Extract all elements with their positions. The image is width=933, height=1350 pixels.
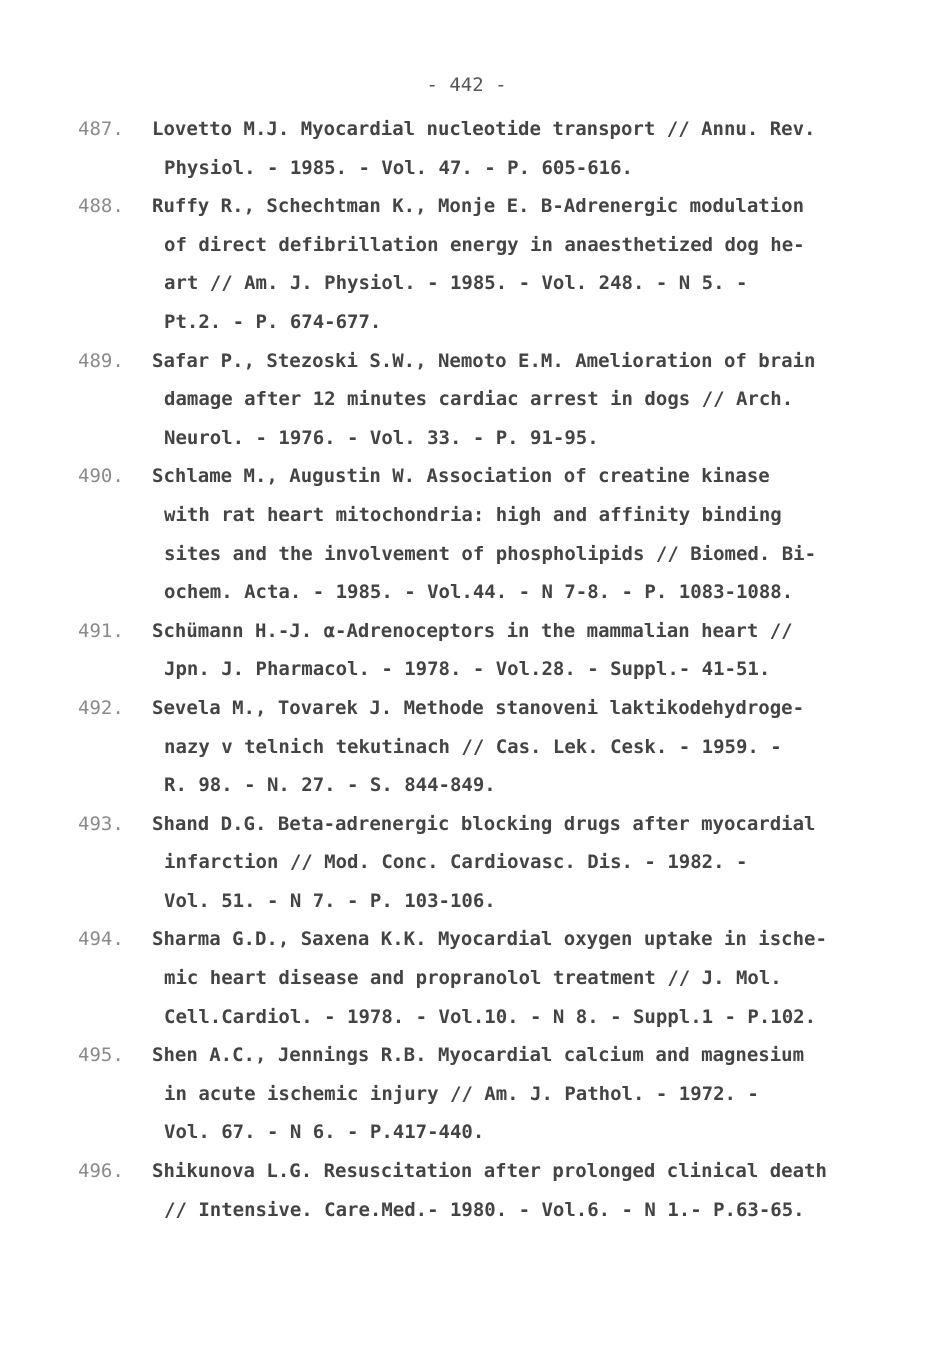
reference-text-line: of direct defibrillation energy in anaesthetized dog he-	[164, 233, 805, 256]
reference-number: 494.	[78, 928, 124, 951]
reference-item	[0, 920, 933, 1036]
reference-text-line: in acute ischemic injury // Am. J. Pathol. - 1972. -	[164, 1082, 759, 1105]
reference-item	[0, 110, 933, 187]
reference-text-line: Neurol. - 1976. - Vol. 33. - P. 91-95.	[164, 426, 599, 449]
reference-number: 490.	[78, 465, 124, 488]
reference-item	[0, 689, 933, 805]
reference-text-line: Lovetto M.J. Myocardial nucleotide transport // Annu. Rev.	[152, 118, 816, 140]
reference-text-line: Shen A.C., Jennings R.B. Myocardial calcium and magnesium	[152, 1044, 805, 1067]
reference-text-line: Schümann H.-J. α-Adrenoceptors in the mammalian heart //	[152, 619, 793, 642]
reference-text-line: // Intensive. Care.Med.- 1980. - Vol.6. - N 1.- P.63-65.	[164, 1198, 805, 1221]
reference-text-line: Shand D.G. Beta-adrenergic blocking drugs after myocardial	[152, 812, 816, 835]
reference-text-line: Physiol. - 1985. - Vol. 47. - P. 605-616.	[164, 156, 633, 179]
reference-item	[0, 342, 933, 458]
reference-text-line: damage after 12 minutes cardiac arrest in dogs // Arch.	[164, 388, 794, 411]
reference-text-line: Shikunova L.G. Resuscitation after prolonged clinical death	[152, 1160, 827, 1183]
reference-number: 493.	[78, 812, 124, 835]
reference-item	[0, 612, 933, 689]
reference-text-line: art // Am. J. Physiol. - 1985. - Vol. 248. - N 5. -	[164, 272, 748, 295]
reference-item	[0, 1152, 933, 1229]
reference-text-line: R. 98. - N. 27. - S. 844-849.	[164, 774, 496, 797]
reference-number: 491.	[78, 619, 124, 642]
reference-number: 487.	[78, 118, 124, 140]
reference-text-line: Safar P., Stezoski S.W., Nemoto E.M. Amelioration of brain	[152, 349, 816, 372]
page-number: - 442 -	[426, 74, 507, 96]
reference-text-line: Jpn. J. Pharmacol. - 1978. - Vol.28. - Suppl.- 41-51.	[164, 658, 771, 681]
reference-text-line: Schlame M., Augustin W. Association of creatine kinase	[152, 465, 770, 488]
reference-list	[0, 110, 933, 1229]
reference-text-line: Ruffy R., Schechtman K., Monje E. B-Adrenergic modulation	[152, 195, 805, 218]
reference-text-line: Sharma G.D., Saxena K.K. Myocardial oxygen uptake in ische-	[152, 928, 827, 951]
reference-text-line: mic heart disease and propranolol treatment // J. Mol.	[164, 967, 782, 990]
reference-text-line: ochem. Acta. - 1985. - Vol.44. - N 7-8. - P. 1083-1088.	[164, 581, 794, 604]
reference-text-line: nazy v telnich tekutinach // Cas. Lek. Cesk. - 1959. -	[164, 735, 782, 758]
reference-text-line: Pt.2. - P. 674-677.	[164, 310, 382, 333]
reference-text-line: Vol. 67. - N 6. - P.417-440.	[164, 1121, 485, 1144]
reference-item	[0, 1036, 933, 1152]
reference-text-line: with rat heart mitochondria: high and affinity binding	[164, 503, 782, 526]
reference-text-line: Cell.Cardiol. - 1978. - Vol.10. - N 8. - Suppl.1 - P.102.	[164, 1005, 817, 1028]
reference-text-line: Vol. 51. - N 7. - P. 103-106.	[164, 889, 496, 912]
reference-number: 495.	[78, 1044, 124, 1067]
reference-item	[0, 805, 933, 921]
reference-number: 489.	[78, 349, 124, 372]
reference-number: 488.	[78, 195, 124, 218]
reference-text-line: infarction // Mod. Conc. Cardiovasc. Dis. - 1982. -	[164, 851, 748, 874]
reference-number: 496.	[78, 1160, 124, 1183]
reference-item	[0, 457, 933, 611]
reference-text-line: sites and the involvement of phospholipids // Biomed. Bi-	[164, 542, 817, 565]
reference-text-line: Sevela M., Tovarek J. Methode stanoveni laktikodehydroge-	[152, 696, 805, 719]
reference-number: 492.	[78, 696, 124, 719]
reference-item	[0, 187, 933, 341]
